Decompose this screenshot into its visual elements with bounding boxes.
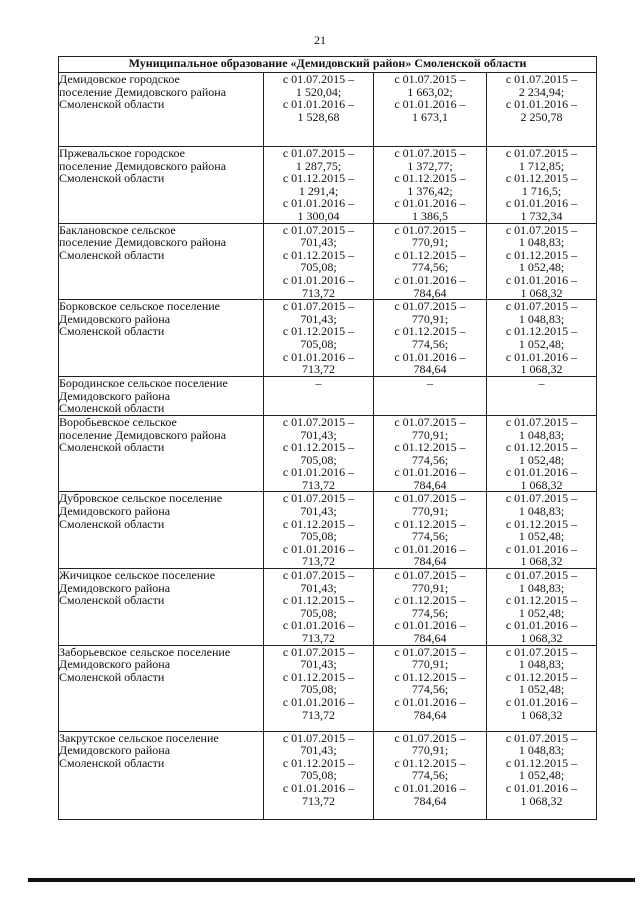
cell-line: с 01.07.2015 – bbox=[394, 146, 466, 160]
cell-line: с 01.07.2015 – bbox=[505, 299, 578, 314]
cell-line: с 01.12.2015 – bbox=[282, 755, 355, 770]
cell-line: с 01.12.2015 – bbox=[505, 171, 578, 186]
cell-line: с 01.12.2015 – bbox=[394, 755, 466, 770]
cell-line: с 01.01.2016 – bbox=[282, 694, 355, 709]
cell-line: 705,08; bbox=[300, 768, 337, 783]
cell-line: 770,91; bbox=[411, 580, 449, 595]
cell-line: с 01.01.2016 – bbox=[282, 541, 355, 556]
cell-line: с 01.07.2015 – bbox=[282, 299, 355, 314]
cell-line: Воробьевское сельское bbox=[59, 414, 177, 429]
cell-line: 1 068,32 bbox=[520, 793, 563, 808]
cell-line: с 01.12.2015 – bbox=[394, 247, 466, 262]
tariff-cell-3 bbox=[487, 415, 597, 492]
cell-line: 1 300,04 bbox=[297, 208, 340, 223]
cell-line: с 01.01.2016 – bbox=[282, 196, 355, 211]
cell-line: с 01.01.2016 – bbox=[282, 272, 355, 287]
cell-line: 705,08; bbox=[300, 336, 337, 351]
cell-line: Закрутское сельское поселение bbox=[59, 730, 219, 745]
cell-line: 1 291,4; bbox=[298, 183, 339, 198]
cell-line: 2 234,94; bbox=[518, 84, 565, 99]
settlement-name-cell bbox=[59, 492, 264, 569]
cell-line: 705,08; bbox=[300, 605, 337, 620]
cell-line: с 01.01.2016 – bbox=[394, 196, 466, 211]
cell-line: с 01.12.2015 – bbox=[505, 593, 578, 608]
table-row bbox=[59, 731, 597, 819]
cell-line: 1 048,83; bbox=[518, 235, 565, 250]
cell-line: 2 250,78 bbox=[520, 109, 563, 124]
cell-line: 1 048,83; bbox=[518, 311, 565, 326]
cell-line: 1 052,48; bbox=[518, 452, 565, 467]
cell-line: 1 068,32 bbox=[520, 362, 563, 377]
cell-line: с 01.12.2015 – bbox=[505, 755, 578, 770]
cell-line: Демидовского района bbox=[59, 311, 171, 326]
cell-line: поселение Демидовского района bbox=[59, 235, 227, 250]
cell-line: с 01.07.2015 – bbox=[505, 222, 578, 237]
cell-line: Демидовское городское bbox=[59, 72, 180, 86]
cell-line: 701,43; bbox=[300, 235, 337, 250]
cell-line: 1 048,83; bbox=[518, 504, 565, 519]
cell-line: Демидовского района bbox=[59, 580, 171, 595]
cell-line: 774,56; bbox=[411, 682, 449, 697]
table-row bbox=[59, 223, 597, 300]
cell-line: 1 048,83; bbox=[518, 657, 565, 672]
tariff-cell-2 bbox=[374, 731, 487, 819]
cell-line: 1 376,42; bbox=[407, 183, 453, 198]
tariff-cell-3 bbox=[487, 147, 597, 224]
tariff-cell-3 bbox=[487, 223, 597, 300]
cell-line: с 01.01.2016 – bbox=[505, 694, 578, 709]
cell-line: Заборьевское сельское поселение bbox=[59, 644, 231, 659]
tariff-cell-3 bbox=[487, 73, 597, 147]
cell-line: Смоленской области bbox=[59, 593, 165, 608]
cell-line: Демидовского района bbox=[59, 657, 171, 672]
cell-line: Бородинское сельское поселение bbox=[59, 376, 228, 391]
cell-line: 705,08; bbox=[300, 260, 337, 275]
settlement-name-cell bbox=[59, 147, 264, 224]
cell-line: Демидовского района bbox=[59, 388, 171, 403]
cell-line: с 01.07.2015 – bbox=[394, 414, 466, 429]
tariff-cell-1 bbox=[264, 73, 374, 147]
cell-line: Жичицкое сельское поселение bbox=[59, 568, 216, 583]
cell-line: 713,72 bbox=[302, 477, 335, 492]
cell-line: с 01.01.2016 – bbox=[394, 97, 466, 112]
tariff-table-body bbox=[59, 57, 597, 820]
cell-line: Смоленской области bbox=[59, 97, 165, 112]
cell-line: 1 052,48; bbox=[518, 260, 565, 275]
tariff-cell-3 bbox=[487, 645, 597, 731]
tariff-cell-2 bbox=[374, 377, 487, 416]
tariff-table bbox=[58, 56, 597, 820]
table-row bbox=[59, 377, 597, 416]
tariff-cell-2 bbox=[374, 300, 487, 377]
cell-line: 1 287,75; bbox=[295, 158, 342, 173]
cell-line: с 01.07.2015 – bbox=[505, 730, 578, 745]
cell-line: с 01.12.2015 – bbox=[505, 669, 578, 684]
cell-line: с 01.12.2015 – bbox=[394, 324, 466, 339]
cell-line: 784,64 bbox=[413, 554, 447, 569]
cell-line: 705,08; bbox=[300, 529, 337, 544]
cell-line: 774,56; bbox=[411, 605, 449, 620]
cell-line: – bbox=[427, 376, 433, 391]
cell-line: с 01.01.2016 – bbox=[505, 618, 578, 633]
cell-line: с 01.01.2016 – bbox=[505, 349, 578, 364]
cell-line: Борковское сельское поселение bbox=[59, 299, 221, 314]
settlement-name-cell bbox=[59, 569, 264, 646]
cell-line: 705,08; bbox=[300, 682, 337, 697]
cell-line: Демидовского района bbox=[59, 504, 171, 519]
cell-line: 1 372,77; bbox=[407, 158, 453, 173]
cell-line: с 01.01.2016 – bbox=[394, 349, 466, 364]
cell-line: с 01.07.2015 – bbox=[282, 491, 355, 506]
cell-line: с 01.01.2016 – bbox=[282, 349, 355, 364]
tariff-cell-2 bbox=[374, 147, 487, 224]
cell-line: с 01.01.2016 – bbox=[394, 694, 466, 709]
table-row bbox=[59, 569, 597, 646]
tariff-cell-2 bbox=[374, 645, 487, 731]
cell-line: 1 052,48; bbox=[518, 682, 565, 697]
cell-line: с 01.01.2016 – bbox=[282, 618, 355, 633]
table-row bbox=[59, 645, 597, 731]
cell-line: с 01.01.2016 – bbox=[394, 465, 466, 480]
settlement-name-cell bbox=[59, 300, 264, 377]
cell-line: 1 732,34 bbox=[520, 208, 563, 223]
cell-line: с 01.12.2015 – bbox=[282, 247, 355, 262]
cell-line: 784,64 bbox=[413, 285, 447, 300]
cell-line: с 01.07.2015 – bbox=[394, 730, 466, 745]
cell-line: 713,72 bbox=[302, 707, 335, 722]
cell-line: 1 716,5; bbox=[521, 183, 562, 198]
cell-line: 1 068,32 bbox=[520, 707, 563, 722]
table-header: Муниципальное образование «Демидовский район» Смоленской области bbox=[59, 57, 597, 73]
cell-line: 1 048,83; bbox=[518, 743, 565, 758]
cell-line: Смоленской области bbox=[59, 247, 165, 262]
cell-line: 701,43; bbox=[300, 657, 337, 672]
cell-line: с 01.12.2015 – bbox=[282, 516, 355, 531]
cell-line: Баклановское сельское bbox=[59, 222, 176, 237]
cell-line: 770,91; bbox=[411, 657, 449, 672]
cell-line: с 01.01.2016 – bbox=[505, 465, 578, 480]
cell-line: 774,56; bbox=[411, 260, 449, 275]
cell-line: Демидовского района bbox=[59, 743, 171, 758]
cell-line: с 01.12.2015 – bbox=[394, 593, 466, 608]
cell-line: с 01.07.2015 – bbox=[394, 491, 466, 506]
cell-line: с 01.07.2015 – bbox=[282, 730, 355, 745]
cell-line: 784,64 bbox=[413, 793, 447, 808]
table-row bbox=[59, 300, 597, 377]
table-row bbox=[59, 73, 597, 147]
settlement-name-cell bbox=[59, 731, 264, 819]
cell-line: 1 068,32 bbox=[520, 285, 563, 300]
tariff-cell-1 bbox=[264, 492, 374, 569]
cell-line: 701,43; bbox=[300, 311, 337, 326]
cell-line: 784,64 bbox=[413, 477, 447, 492]
tariff-cell-2 bbox=[374, 569, 487, 646]
cell-line: 1 520,04; bbox=[295, 84, 342, 99]
cell-line: 1 068,32 bbox=[520, 554, 563, 569]
cell-line: 784,64 bbox=[413, 362, 447, 377]
cell-line: 701,43; bbox=[300, 743, 337, 758]
tariff-cell-3 bbox=[487, 569, 597, 646]
table-row bbox=[59, 415, 597, 492]
cell-line: 713,72 bbox=[302, 285, 335, 300]
settlement-name-cell bbox=[59, 645, 264, 731]
tariff-cell-1 bbox=[264, 223, 374, 300]
cell-line: с 01.07.2015 – bbox=[282, 644, 355, 659]
cell-line: с 01.12.2015 – bbox=[394, 516, 466, 531]
cell-line: с 01.07.2015 – bbox=[282, 414, 355, 429]
cell-line: 1 673,1 bbox=[412, 109, 448, 124]
tariff-cell-2 bbox=[374, 415, 487, 492]
cell-line: с 01.07.2015 – bbox=[282, 72, 355, 86]
tariff-cell-3 bbox=[487, 300, 597, 377]
cell-line: Смоленской области bbox=[59, 755, 165, 770]
cell-line: с 01.07.2015 – bbox=[394, 299, 466, 314]
tariff-cell-3 bbox=[487, 492, 597, 569]
cell-line: 774,56; bbox=[411, 452, 449, 467]
table-row bbox=[59, 147, 597, 224]
cell-line: 770,91; bbox=[411, 235, 449, 250]
cell-line: Смоленской области bbox=[59, 516, 165, 531]
cell-line: 770,91; bbox=[411, 311, 449, 326]
cell-line: с 01.07.2015 – bbox=[282, 146, 355, 160]
tariff-cell-1 bbox=[264, 569, 374, 646]
cell-line: 1 048,83; bbox=[518, 580, 565, 595]
cell-line: 770,91; bbox=[411, 504, 449, 519]
cell-line: с 01.01.2016 – bbox=[505, 780, 578, 795]
cell-line: 770,91; bbox=[411, 427, 449, 442]
tariff-cell-1 bbox=[264, 645, 374, 731]
cell-line: с 01.01.2016 – bbox=[394, 541, 466, 556]
cell-line: с 01.12.2015 – bbox=[282, 440, 355, 455]
table-row bbox=[59, 492, 597, 569]
settlement-name-cell bbox=[59, 377, 264, 416]
cell-line: Дубровское сельское поселение bbox=[59, 491, 223, 506]
cell-line: 1 052,48; bbox=[518, 336, 565, 351]
cell-line: Смоленской области bbox=[59, 401, 165, 416]
cell-line: 1 048,83; bbox=[518, 427, 565, 442]
cell-line: Смоленской области bbox=[59, 669, 165, 684]
cell-line: с 01.12.2015 – bbox=[282, 669, 355, 684]
cell-line: поселение Демидовского района bbox=[59, 84, 227, 99]
settlement-name-cell bbox=[59, 73, 264, 147]
cell-line: с 01.12.2015 – bbox=[505, 247, 578, 262]
cell-line: 774,56; bbox=[411, 336, 449, 351]
cell-line: – bbox=[538, 376, 545, 391]
cell-line: с 01.12.2015 – bbox=[282, 171, 355, 186]
cell-line: 774,56; bbox=[411, 529, 449, 544]
cell-line: 1 528,68 bbox=[297, 109, 340, 124]
cell-line: 713,72 bbox=[302, 554, 335, 569]
tariff-cell-1 bbox=[264, 415, 374, 492]
cell-line: с 01.07.2015 – bbox=[505, 414, 578, 429]
tariff-cell-2 bbox=[374, 73, 487, 147]
tariff-cell-1 bbox=[264, 377, 374, 416]
tariff-cell-3 bbox=[487, 731, 597, 819]
cell-line: с 01.01.2016 – bbox=[505, 541, 578, 556]
settlement-name-cell bbox=[59, 223, 264, 300]
cell-line: Смоленской области bbox=[59, 324, 165, 339]
cell-line: с 01.07.2015 – bbox=[505, 491, 578, 506]
cell-line: с 01.07.2015 – bbox=[505, 568, 578, 583]
page-number: 21 bbox=[314, 33, 326, 47]
cell-line: 701,43; bbox=[300, 580, 337, 595]
cell-line: 1 052,48; bbox=[518, 768, 565, 783]
cell-line: с 01.01.2016 – bbox=[282, 780, 355, 795]
cell-line: с 01.12.2015 – bbox=[505, 440, 578, 455]
cell-line: с 01.07.2015 – bbox=[394, 72, 466, 86]
cell-line: с 01.01.2016 – bbox=[505, 272, 578, 287]
cell-line: 713,72 bbox=[302, 793, 335, 808]
cell-line: 1 052,48; bbox=[518, 605, 565, 620]
cell-line: с 01.12.2015 – bbox=[394, 171, 466, 186]
cell-line: 774,56; bbox=[411, 768, 449, 783]
cell-line: с 01.01.2016 – bbox=[505, 97, 578, 112]
cell-line: Пржевальское городское bbox=[59, 146, 185, 160]
cell-line: 713,72 bbox=[302, 631, 335, 645]
cell-line: с 01.07.2015 – bbox=[505, 644, 578, 659]
cell-line: с 01.12.2015 – bbox=[505, 324, 578, 339]
table-header-row bbox=[59, 57, 597, 73]
cell-line: 713,72 bbox=[302, 362, 335, 377]
cell-line: 1 386,5 bbox=[412, 208, 448, 223]
cell-line: с 01.07.2015 – bbox=[394, 644, 466, 659]
tariff-cell-1 bbox=[264, 731, 374, 819]
cell-line: 701,43; bbox=[300, 504, 337, 519]
cell-line: Смоленской области bbox=[59, 440, 165, 455]
cell-line: с 01.01.2016 – bbox=[505, 196, 578, 211]
bottom-rule bbox=[28, 878, 635, 882]
cell-line: 1 052,48; bbox=[518, 529, 565, 544]
tariff-cell-1 bbox=[264, 300, 374, 377]
cell-line: с 01.12.2015 – bbox=[282, 593, 355, 608]
tariff-cell-2 bbox=[374, 223, 487, 300]
cell-line: 784,64 bbox=[413, 707, 447, 722]
cell-line: с 01.01.2016 – bbox=[394, 780, 466, 795]
tariff-cell-3 bbox=[487, 377, 597, 416]
cell-line: 1 663,02; bbox=[407, 84, 453, 99]
cell-line: 770,91; bbox=[411, 743, 449, 758]
cell-line: с 01.07.2015 – bbox=[505, 146, 578, 160]
cell-line: с 01.01.2016 – bbox=[282, 97, 355, 112]
cell-line: 1 712,85; bbox=[518, 158, 565, 173]
cell-line: с 01.12.2015 – bbox=[394, 440, 466, 455]
settlement-name-cell bbox=[59, 415, 264, 492]
cell-line: с 01.07.2015 – bbox=[394, 568, 466, 583]
cell-line: с 01.07.2015 – bbox=[282, 568, 355, 583]
cell-line: поселение Демидовского района bbox=[59, 158, 227, 173]
cell-line: с 01.12.2015 – bbox=[505, 516, 578, 531]
tariff-cell-1 bbox=[264, 147, 374, 224]
cell-line: – bbox=[315, 376, 322, 391]
cell-line: 784,64 bbox=[413, 631, 447, 645]
cell-line: с 01.12.2015 – bbox=[394, 669, 466, 684]
cell-line: с 01.12.2015 – bbox=[282, 324, 355, 339]
cell-line: поселение Демидовского района bbox=[59, 427, 227, 442]
cell-line: с 01.07.2015 – bbox=[505, 72, 578, 86]
tariff-cell-2 bbox=[374, 492, 487, 569]
cell-line: с 01.01.2016 – bbox=[394, 272, 466, 287]
cell-line: с 01.07.2015 – bbox=[282, 222, 355, 237]
cell-line: с 01.07.2015 – bbox=[394, 222, 466, 237]
cell-line: 701,43; bbox=[300, 427, 337, 442]
cell-line: 705,08; bbox=[300, 452, 337, 467]
cell-line: Смоленской области bbox=[59, 171, 165, 186]
cell-line: с 01.01.2016 – bbox=[282, 465, 355, 480]
cell-line: 1 068,32 bbox=[520, 477, 563, 492]
cell-line: 1 068,32 bbox=[520, 631, 563, 645]
cell-line: с 01.01.2016 – bbox=[394, 618, 466, 633]
